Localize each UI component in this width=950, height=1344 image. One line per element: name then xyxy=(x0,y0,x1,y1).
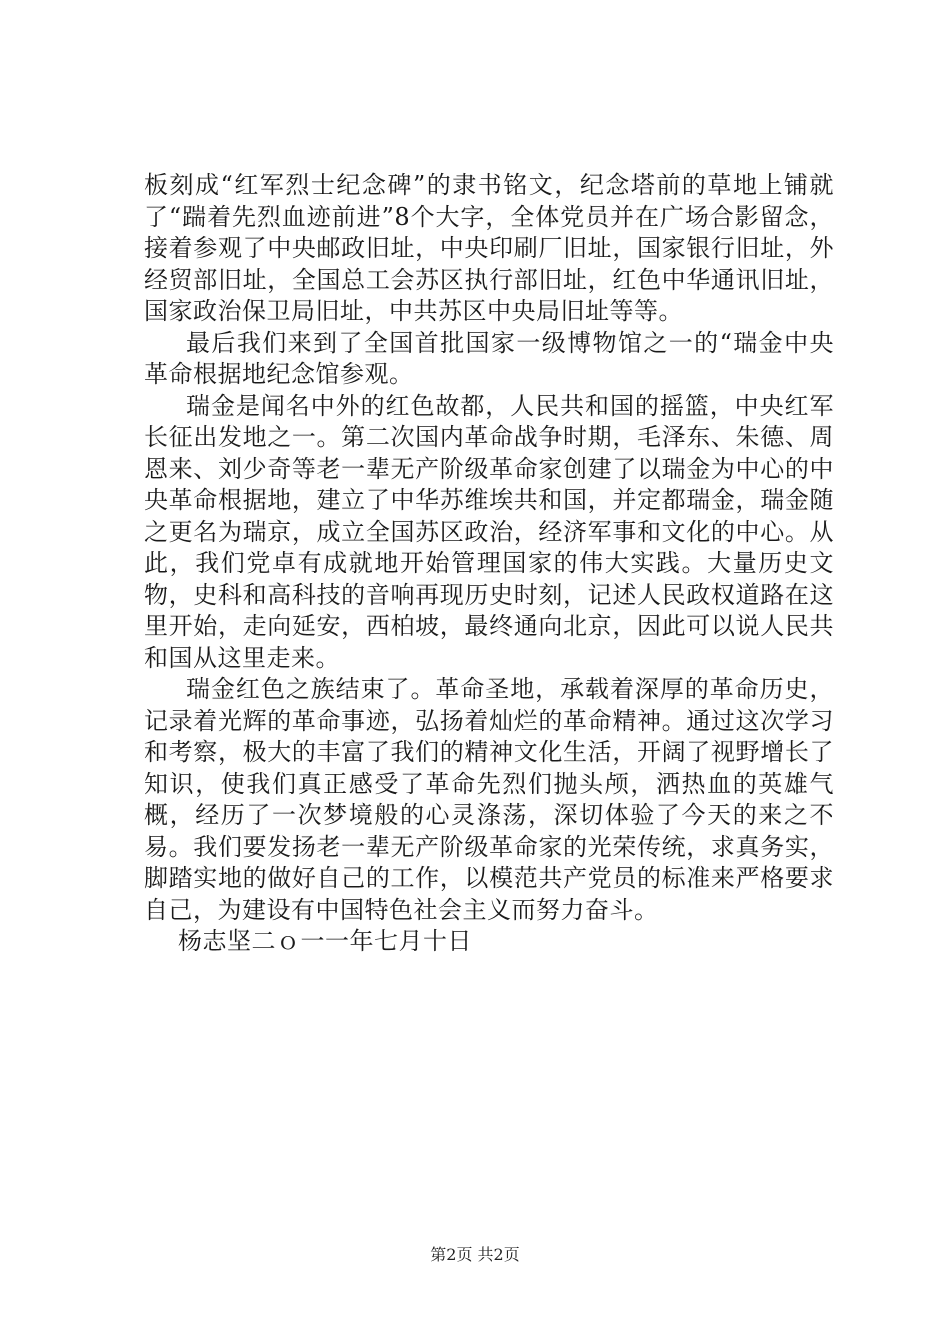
paragraph-3: 瑞金是闻名中外的红色故都，人民共和国的摇篮，中央红军长征出发地之一。第二次国内革命战争时期，毛泽东、朱德、周恩来、刘少奇等老一辈无产阶级革命家创建了以瑞金为中心的中央革命根据地，建立了中华苏维埃共和国，并定都瑞金，瑞金随之更名为瑞京，成立全国苏区政治，经济军事和文化的中心。从此，我们党卓有成就地开始管理国家的伟大实践。大量历史文物，史科和高科技的音响再现历史时刻，记述人民政权道路在这里开始，走向延安，西柏坡，最终通向北京，因此可以说人民共和国从这里走来。 xyxy=(144,391,834,672)
paragraph-1: 板刻成“红军烈士纪念碑”的隶书铭文，纪念塔前的草地上铺就了“踹着先烈血迹前进”8个大字，全体党员并在广场合影留念，接着参观了中央邮政旧址，中央印刷厂旧址，国家银行旧址，外经贸部旧址，全国总工会苏区执行部旧址，红色中华通讯旧址，国家政治保卫局旧址，中共苏区中央局旧址等等。 xyxy=(144,171,834,325)
signature-date: 杨志坚二ｏ一一年七月十日 xyxy=(178,927,472,955)
paragraph-4: 瑞金红色之族结束了。革命圣地，承载着深厚的革命历史，记录着光辉的革命事迹，弘扬着灿烂的革命精神。通过这次学习和考察，极大的丰富了我们的精神文化生活，开阔了视野增长了知识，使我们真正感受了革命先烈们抛头颅，洒热血的英雄气概，经历了一次梦境般的心灵涤荡，深切体验了今天的来之不易。我们要发扬老一辈无产阶级革命家的光荣传统，求真务实，脚踏实地的做好自己的工作，以模范共产党员的标准来严格要求自己，为建设有中国特色社会主义而努力奋斗。 xyxy=(144,675,834,924)
paragraph-2: 最后我们来到了全国首批国家一级博物馆之一的“瑞金中央革命根据地纪念馆参观。 xyxy=(144,328,834,388)
document-body xyxy=(144,170,834,958)
page-number-footer: 第2页 共2页 xyxy=(430,1245,520,1264)
